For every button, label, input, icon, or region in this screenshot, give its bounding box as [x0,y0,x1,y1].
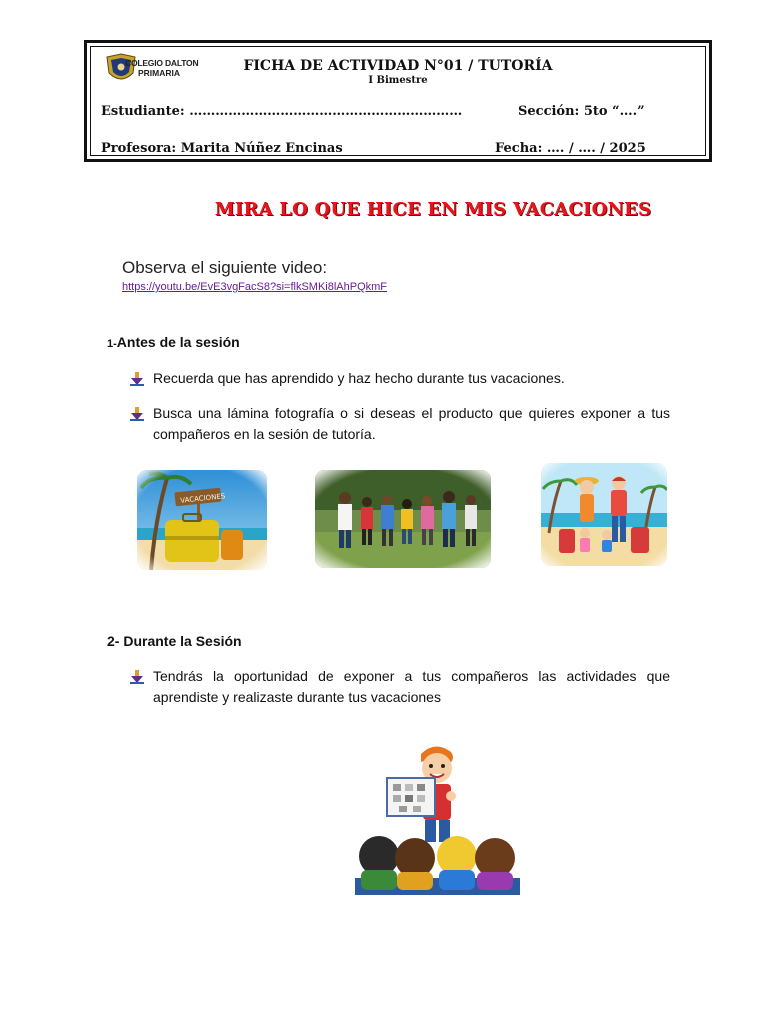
children-group-photo [315,470,491,568]
list-item [130,403,670,445]
vacation-suitcase-photo [137,470,267,570]
video-instruction: Observa el siguiente video: [122,258,328,277]
logo-school-level: PRIMARIA [138,68,181,78]
sheet-subtitle: I Bimestre [368,75,428,86]
teacher-field: Profesora: Marita Núñez Encinas [101,141,343,156]
header-box [84,40,712,162]
section-field: Sección: 5to “….” [518,104,645,119]
arrow-bullet-icon [130,407,144,421]
video-link[interactable]: https://youtu.be/EvE3vgFacS8?si=flkSMKi8lAhPQkmF [122,281,388,293]
during-bullet-1: Tendrás la oportunidad de exponer a tus compañeros las actividades que aprendiste y realizaste durante tus vacaciones [153,668,670,705]
before-session-heading [107,334,240,350]
arrow-bullet-icon [130,670,144,684]
list-item [130,368,670,389]
arrow-bullet-icon [130,372,144,386]
header-inner-border [90,46,706,156]
logo-school-name: COLEGIO DALTON [125,58,199,68]
list-item [130,666,670,708]
before-session-title: Antes de la sesión [116,334,240,350]
section-number: 1- [107,338,117,350]
during-session-heading: 2- Durante la Sesión [107,633,242,649]
sheet-title: FICHA DE ACTIVIDAD N°01 / TUTORÍA [243,58,553,74]
before-bullet-2: Busca una lámina fotografía o si deseas el producto que quieres exponer a tus compañeros en la sesión de tutoría. [153,405,670,442]
before-bullet-1: Recuerda que has aprendido y haz hecho durante tus vacaciones. [153,370,565,386]
main-title: MIRA LO QUE HICE EN MIS VACACIONES [214,199,652,220]
family-beach-cartoon [541,463,667,566]
student-field: Estudiante: ……………………………………………………… [101,104,463,119]
boy-presenting-cartoon [355,740,520,895]
date-field: Fecha: …. / …. / 2025 [495,141,646,156]
